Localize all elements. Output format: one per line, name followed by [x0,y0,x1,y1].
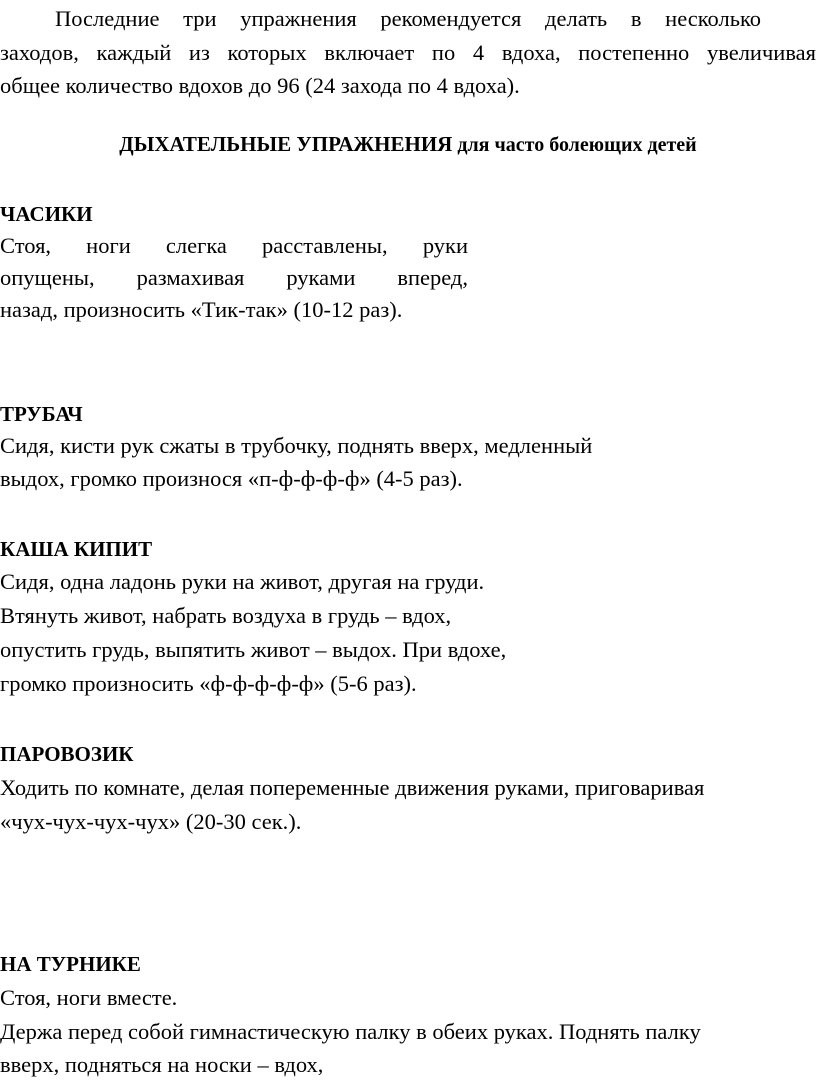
exercise-title: НА ТУРНИКЕ [0,952,141,976]
exercise-line: Сидя, одна ладонь руки на живот, другая на груди. [0,569,485,594]
exercise-line: «чух-чух-чух-чух» (20-30 сек.). [0,809,302,834]
intro-line-2: заходов, каждый из которых включает по 4 вдоха, постепенно увеличивая [0,40,816,65]
intro-line-3: общее количество вдохов до 96 (24 захода по 4 вдоха). [0,73,520,98]
exercise-line: громко произносить «ф-ф-ф-ф-ф» (5-6 раз). [0,671,417,696]
exercise-line: Стоя, ноги слегка расставлены, руки [0,233,468,258]
exercise-line: опустить грудь, выпятить живот – выдох. При вдохе, [0,637,507,662]
exercise-line: Втянуть живот, набрать воздуха в грудь – вдох, [0,603,452,628]
page-title [0,128,816,161]
exercise-line: Сидя, кисти рук сжаты в трубочку, поднять вверх, медленный [0,433,593,458]
exercise-title: ТРУБАЧ [0,402,83,426]
exercise-line: опущены, размахивая руками вперед, [0,265,468,290]
exercise-line: Стоя, ноги вместе. [0,985,178,1010]
page-title-main: ДЫХАТЕЛЬНЫЕ УПРАЖНЕНИЯ [119,132,453,156]
exercise-line: назад, произносить «Тик-так» (10-12 раз). [0,297,403,322]
page-title-sub: для часто болеющих детей [452,134,697,156]
exercise-line: выдох, громко произнося «п-ф-ф-ф-ф» (4-5 раз). [0,466,463,491]
exercise-line: вверх, подняться на носки – вдох, [0,1052,324,1077]
exercise-title: ПАРОВОЗИК [0,742,134,766]
exercise-title: ЧАСИКИ [0,202,93,226]
exercise-title: КАША КИПИТ [0,537,153,561]
exercise-line: Ходить по комнате, делая попеременные движения руками, приговаривая [0,775,705,800]
exercise-line: Держа перед собой гимнастическую палку в обеих руках. Поднять палку [0,1019,701,1044]
intro-line-1: Последние три упражнения рекомендуется делать в несколько [55,6,761,31]
